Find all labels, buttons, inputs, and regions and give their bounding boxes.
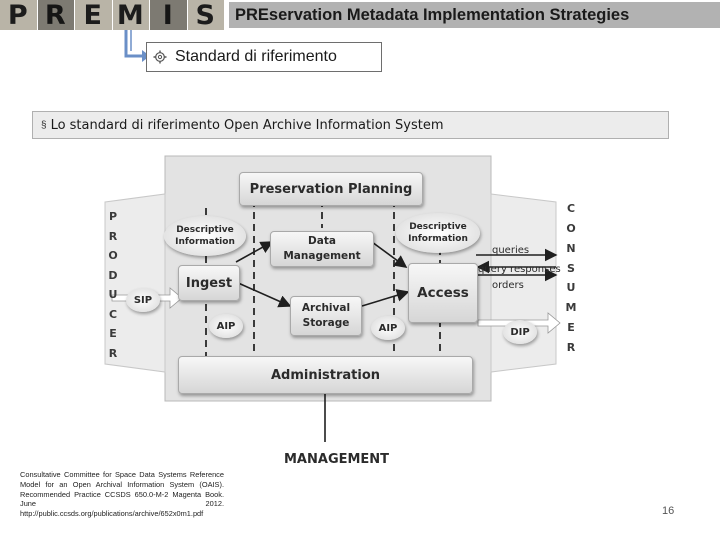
oais-diagram — [0, 150, 720, 470]
descriptive-information-right-oval: Descriptive Information — [396, 213, 480, 253]
consumer-letter: R — [566, 340, 576, 354]
producer-letter: R — [108, 346, 118, 360]
consumer-letter: S — [567, 261, 575, 275]
consumer-letter: U — [566, 281, 576, 295]
header-title-bar — [229, 2, 720, 28]
descriptive-information-left-oval: Descriptive Information — [164, 216, 246, 256]
header-title: PREservation Metadata Implementation Strategies — [235, 5, 630, 24]
sip-package: SIP — [126, 288, 160, 312]
administration-box: Administration — [178, 356, 473, 394]
producer-letter: O — [108, 249, 118, 263]
producer-letter: U — [108, 288, 118, 302]
management-label: MANAGEMENT — [284, 452, 390, 467]
section-title: Standard di riferimento — [175, 48, 337, 65]
premis-logo — [0, 0, 225, 30]
aip-package-right: AIP — [371, 316, 405, 340]
consumer-letter: E — [567, 321, 575, 335]
producer-letter: R — [108, 229, 118, 243]
aip-package-left: AIP — [209, 314, 243, 338]
consumer-letter: O — [566, 221, 576, 235]
header — [0, 0, 720, 30]
orders-label: orders — [492, 280, 524, 291]
producer-letter: E — [109, 327, 117, 341]
access-box: Access — [408, 263, 478, 323]
logo-letter: P — [0, 0, 37, 30]
section-title-box — [146, 42, 382, 72]
producer-label — [106, 210, 120, 360]
logo-letter: R — [38, 0, 75, 30]
query-responses-label: query responses — [478, 264, 561, 275]
ingest-box: Ingest — [178, 265, 240, 301]
consumer-letter: M — [565, 301, 577, 315]
producer-letter: C — [108, 307, 118, 321]
logo-letter: M — [113, 0, 150, 30]
archival-storage-box: Archival Storage — [290, 296, 362, 336]
gear-icon — [153, 50, 167, 64]
dip-package: DIP — [503, 320, 537, 344]
logo-letter: S — [188, 0, 225, 30]
producer-letter: P — [108, 210, 118, 223]
bullet-text: Lo standard di riferimento Open Archive Information System — [50, 117, 444, 133]
logo-letter: I — [150, 0, 187, 30]
consumer-label — [564, 202, 578, 354]
data-management-box: Data Management — [270, 231, 374, 267]
consumer-letter: N — [566, 241, 576, 255]
page-number: 16 — [662, 505, 675, 517]
logo-letter: E — [75, 0, 112, 30]
queries-label: queries — [492, 245, 530, 256]
bullet-bar — [32, 111, 669, 139]
preservation-planning-box: Preservation Planning — [239, 172, 423, 206]
consumer-letter: C — [566, 202, 576, 215]
producer-letter: D — [108, 268, 118, 282]
bullet-marker: § — [41, 119, 47, 131]
citation: Consultative Committee for Space Data Systems Reference Model for an Open Archival Information System (OAIS). Recommended Practice CCSDS 650.0-M-2 Magenta Book. June 2012. http://public.ccsds.org/publications/archive/652x0m1.pdf — [20, 470, 224, 519]
